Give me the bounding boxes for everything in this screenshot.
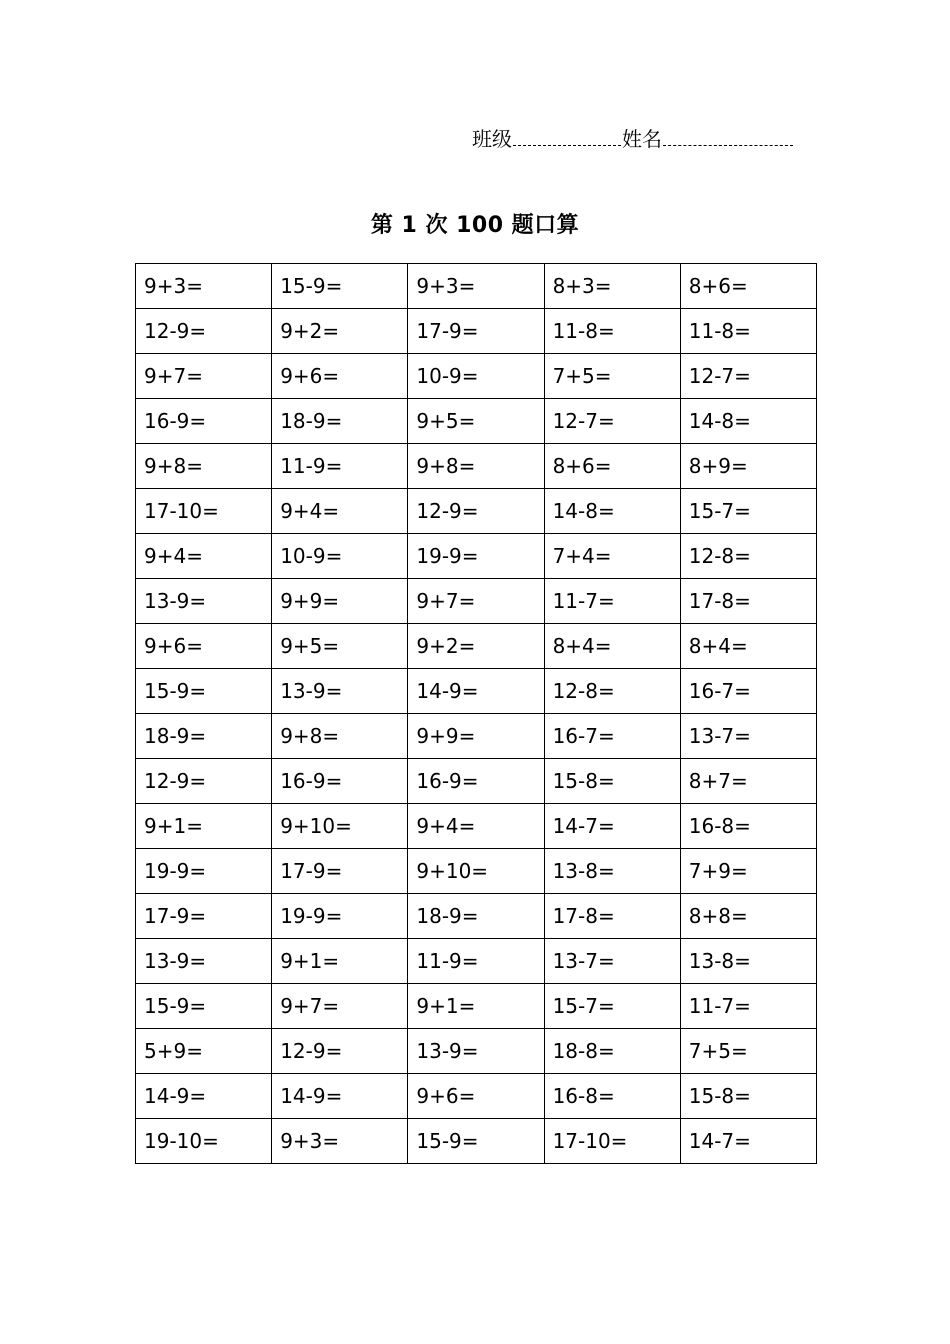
name-label: 姓名 bbox=[622, 127, 662, 151]
problem-cell: 12-8= bbox=[680, 534, 816, 579]
problem-cell: 17-9= bbox=[408, 309, 544, 354]
problem-cell: 9+9= bbox=[272, 579, 408, 624]
problem-cell: 15-7= bbox=[680, 489, 816, 534]
problem-cell: 8+4= bbox=[680, 624, 816, 669]
problem-row bbox=[136, 309, 817, 354]
problem-cell: 8+3= bbox=[544, 264, 680, 309]
student-info-line bbox=[472, 124, 794, 154]
problem-cell: 19-10= bbox=[136, 1119, 272, 1164]
problem-cell: 19-9= bbox=[136, 849, 272, 894]
problem-cell: 13-9= bbox=[136, 939, 272, 984]
problem-cell: 14-7= bbox=[544, 804, 680, 849]
problem-cell: 16-8= bbox=[680, 804, 816, 849]
problem-row bbox=[136, 399, 817, 444]
problem-cell: 12-7= bbox=[680, 354, 816, 399]
problem-cell: 13-7= bbox=[544, 939, 680, 984]
problem-cell: 11-7= bbox=[680, 984, 816, 1029]
problem-cell: 11-7= bbox=[544, 579, 680, 624]
problem-cell: 14-9= bbox=[272, 1074, 408, 1119]
problem-cell: 15-9= bbox=[408, 1119, 544, 1164]
problem-cell: 5+9= bbox=[136, 1029, 272, 1074]
problem-cell: 15-8= bbox=[680, 1074, 816, 1119]
problem-cell: 9+7= bbox=[136, 354, 272, 399]
problem-row bbox=[136, 624, 817, 669]
problem-cell: 14-8= bbox=[544, 489, 680, 534]
problem-cell: 9+8= bbox=[272, 714, 408, 759]
problem-cell: 7+4= bbox=[544, 534, 680, 579]
problem-cell: 17-8= bbox=[680, 579, 816, 624]
problem-cell: 17-9= bbox=[136, 894, 272, 939]
problem-cell: 9+8= bbox=[408, 444, 544, 489]
problem-cell: 9+1= bbox=[136, 804, 272, 849]
problem-cell: 12-9= bbox=[136, 309, 272, 354]
problem-cell: 19-9= bbox=[272, 894, 408, 939]
problem-cell: 17-10= bbox=[544, 1119, 680, 1164]
problem-row bbox=[136, 849, 817, 894]
problem-cell: 9+2= bbox=[408, 624, 544, 669]
problem-cell: 16-8= bbox=[544, 1074, 680, 1119]
problem-cell: 11-9= bbox=[272, 444, 408, 489]
problem-cell: 16-9= bbox=[272, 759, 408, 804]
problem-cell: 7+9= bbox=[680, 849, 816, 894]
problem-table bbox=[135, 263, 817, 1164]
problem-row bbox=[136, 1074, 817, 1119]
problem-cell: 12-8= bbox=[544, 669, 680, 714]
problem-cell: 17-10= bbox=[136, 489, 272, 534]
problem-cell: 15-9= bbox=[272, 264, 408, 309]
problem-table-body bbox=[136, 264, 817, 1164]
problem-cell: 11-9= bbox=[408, 939, 544, 984]
problem-row bbox=[136, 354, 817, 399]
problem-row bbox=[136, 714, 817, 759]
problem-cell: 8+6= bbox=[680, 264, 816, 309]
problem-row bbox=[136, 1119, 817, 1164]
problem-cell: 18-9= bbox=[272, 399, 408, 444]
problem-row bbox=[136, 939, 817, 984]
problem-cell: 9+4= bbox=[272, 489, 408, 534]
problem-cell: 9+6= bbox=[272, 354, 408, 399]
class-label: 班级 bbox=[472, 127, 512, 151]
problem-row bbox=[136, 804, 817, 849]
problem-cell: 12-9= bbox=[272, 1029, 408, 1074]
page-title: 第 1 次 100 题口算 bbox=[370, 213, 580, 238]
problem-cell: 9+5= bbox=[408, 399, 544, 444]
problem-cell: 9+3= bbox=[272, 1119, 408, 1164]
problem-cell: 12-9= bbox=[136, 759, 272, 804]
problem-cell: 9+7= bbox=[272, 984, 408, 1029]
problem-row bbox=[136, 579, 817, 624]
problem-cell: 10-9= bbox=[272, 534, 408, 579]
problem-cell: 14-9= bbox=[408, 669, 544, 714]
problem-row bbox=[136, 444, 817, 489]
problem-cell: 13-9= bbox=[408, 1029, 544, 1074]
problem-cell: 9+7= bbox=[408, 579, 544, 624]
problem-cell: 10-9= bbox=[408, 354, 544, 399]
name-blank[interactable] bbox=[663, 144, 793, 146]
problem-cell: 13-9= bbox=[272, 669, 408, 714]
problem-row bbox=[136, 264, 817, 309]
problem-cell: 9+4= bbox=[136, 534, 272, 579]
problem-cell: 11-8= bbox=[680, 309, 816, 354]
problem-row bbox=[136, 894, 817, 939]
problem-cell: 8+8= bbox=[680, 894, 816, 939]
problem-cell: 9+4= bbox=[408, 804, 544, 849]
problem-row bbox=[136, 984, 817, 1029]
problem-row bbox=[136, 489, 817, 534]
problem-row bbox=[136, 534, 817, 579]
problem-cell: 16-9= bbox=[136, 399, 272, 444]
problem-cell: 12-9= bbox=[408, 489, 544, 534]
problem-cell: 17-9= bbox=[272, 849, 408, 894]
problem-cell: 14-9= bbox=[136, 1074, 272, 1119]
problem-row bbox=[136, 1029, 817, 1074]
problem-cell: 19-9= bbox=[408, 534, 544, 579]
problem-cell: 16-9= bbox=[408, 759, 544, 804]
problem-cell: 9+5= bbox=[272, 624, 408, 669]
problem-row bbox=[136, 669, 817, 714]
problem-cell: 9+8= bbox=[136, 444, 272, 489]
problem-cell: 8+4= bbox=[544, 624, 680, 669]
problem-cell: 18-9= bbox=[408, 894, 544, 939]
problem-cell: 15-8= bbox=[544, 759, 680, 804]
problem-cell: 8+7= bbox=[680, 759, 816, 804]
problem-cell: 13-8= bbox=[544, 849, 680, 894]
problem-cell: 13-8= bbox=[680, 939, 816, 984]
problem-cell: 9+3= bbox=[408, 264, 544, 309]
problem-cell: 13-7= bbox=[680, 714, 816, 759]
problem-cell: 12-7= bbox=[544, 399, 680, 444]
problem-cell: 7+5= bbox=[544, 354, 680, 399]
problem-cell: 9+6= bbox=[136, 624, 272, 669]
problem-cell: 17-8= bbox=[544, 894, 680, 939]
problem-cell: 9+1= bbox=[272, 939, 408, 984]
problem-cell: 9+9= bbox=[408, 714, 544, 759]
problem-cell: 9+2= bbox=[272, 309, 408, 354]
problem-cell: 14-7= bbox=[680, 1119, 816, 1164]
problem-cell: 13-9= bbox=[136, 579, 272, 624]
problem-cell: 15-7= bbox=[544, 984, 680, 1029]
problem-cell: 9+3= bbox=[136, 264, 272, 309]
problem-cell: 9+10= bbox=[408, 849, 544, 894]
class-blank[interactable] bbox=[513, 144, 621, 146]
problem-cell: 8+6= bbox=[544, 444, 680, 489]
problem-cell: 18-8= bbox=[544, 1029, 680, 1074]
problem-cell: 9+1= bbox=[408, 984, 544, 1029]
problem-cell: 16-7= bbox=[544, 714, 680, 759]
problem-cell: 11-8= bbox=[544, 309, 680, 354]
problem-cell: 16-7= bbox=[680, 669, 816, 714]
problem-cell: 9+6= bbox=[408, 1074, 544, 1119]
problem-cell: 7+5= bbox=[680, 1029, 816, 1074]
problem-cell: 15-9= bbox=[136, 669, 272, 714]
problem-cell: 8+9= bbox=[680, 444, 816, 489]
problem-cell: 14-8= bbox=[680, 399, 816, 444]
problem-cell: 9+10= bbox=[272, 804, 408, 849]
problem-row bbox=[136, 759, 817, 804]
problem-cell: 18-9= bbox=[136, 714, 272, 759]
problem-cell: 15-9= bbox=[136, 984, 272, 1029]
